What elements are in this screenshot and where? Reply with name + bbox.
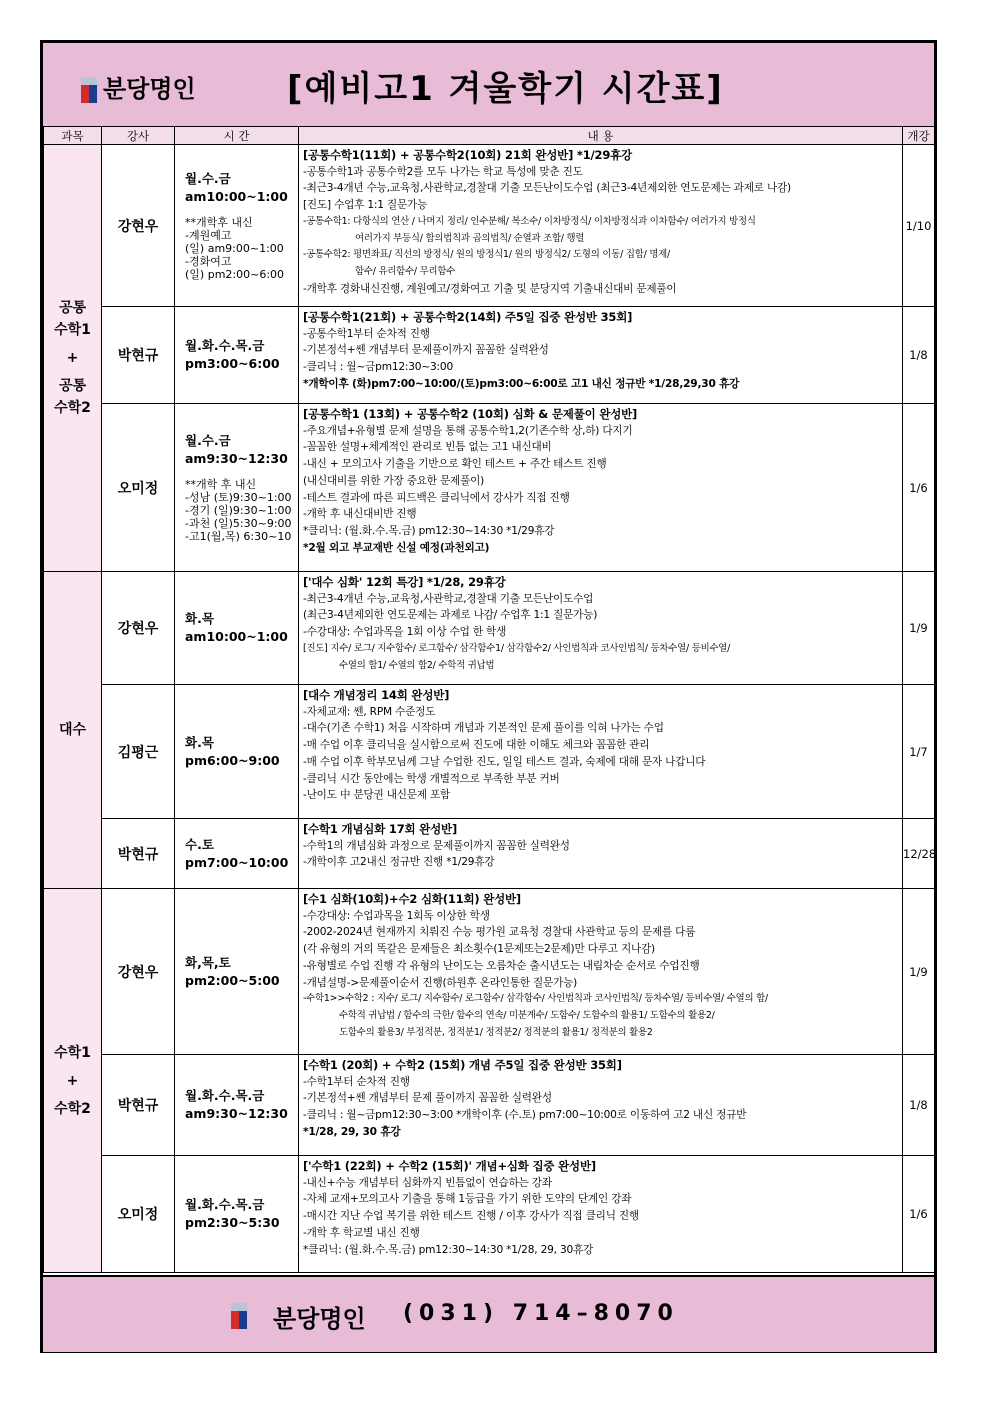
time-note: -계원예고 <box>185 229 232 242</box>
content-cell <box>299 1156 903 1273</box>
teacher-cell: 박현규 <box>102 1055 175 1156</box>
time-line: pm3:00~6:00 <box>185 356 280 371</box>
content-line: -매 수업 이후 클리닉을 실시함으로써 진도에 대한 이해도 체크와 꼼꼼한 관리 <box>303 739 650 752</box>
content-line: [공통수학1 (13회) + 공통수학2 (10회) 심화 & 문제풀이 완성반] <box>303 407 638 421</box>
academy-logo-icon <box>81 77 97 103</box>
content-line: -개학이후 고2내신 정규반 진행 *1/29휴강 <box>303 856 495 869</box>
content-line: -공통수학2: 평면좌표/ 직선의 방정식/ 원의 방정식1/ 원의 방정식2/ 도형의 이동/ 집합/ 명제/ <box>303 249 670 261</box>
subject-label: + <box>66 350 79 366</box>
content-line: -수학1의 개념심화 과정으로 문제풀이까지 꼼꼼한 실력완성 <box>303 839 570 852</box>
content-line: -공통수학1: 다항식의 연산 / 나머지 정리/ 인수분해/ 복소수/ 이차방정식/ 이차방정식과 이차함수/ 여러가지 방정식 <box>303 215 756 227</box>
subject-label: 공통 <box>58 300 87 316</box>
time-line: am9:30~12:30 <box>185 451 288 466</box>
time-note: (일) am9:00~1:00 <box>185 242 284 255</box>
time-note: -경화여고 <box>185 255 232 268</box>
content-line: ['수학1 (22회) + 수학2 (15회)' 개념+심화 집중 완성반] <box>303 1159 596 1173</box>
time-cell <box>175 404 299 572</box>
time-line: pm2:30~5:30 <box>185 1215 280 1230</box>
content-line: [진도] 지수/ 로그/ 지수함수/ 로그함수/ 삼각함수1/ 삼각함수2/ 사인법칙과 코사인법칙/ 등차수열/ 등비수열/ <box>303 642 731 654</box>
content-line: 함수/ 유리함수/ 무리함수 <box>355 265 456 277</box>
time-line: 화.목 <box>185 611 214 626</box>
content-line: -난이도 中 분당권 내신문제 포함 <box>303 789 451 802</box>
content-line: [진도] 수업후 1:1 질문가능 <box>303 199 428 212</box>
content-line: [수학1 (20회) + 수학2 (15회) 개념 주5일 집중 완성반 35회] <box>303 1058 622 1072</box>
start-date-cell: 1/6 <box>903 404 935 572</box>
content-line: -자체교재: 쎈, RPM 수준정도 <box>303 705 436 718</box>
time-line: 월.수.금 <box>185 171 231 186</box>
time-note: -성남 (토)9:30~1:00 <box>185 491 292 504</box>
time-note: **개학 후 내신 <box>185 478 257 491</box>
time-cell <box>175 1156 299 1273</box>
content-line: [수1 심화(10회)+수2 심화(11회) 완성반] <box>303 892 521 906</box>
content-line: -최근3-4개년 수능,교육청,사관학교,경찰대 기출 모든난이도수업 <box>303 592 594 605</box>
subject-label: 수학2 <box>54 1100 91 1117</box>
col-header-time: 시 간 <box>175 127 299 145</box>
content-line: [공통수학1(11회) + 공통수학2(10회) 21회 완성반] *1/29휴강 <box>303 148 632 162</box>
content-line: -개학 후 학교별 내신 진행 <box>303 1226 420 1239</box>
content-line: *1/28, 29, 30 휴강 <box>303 1125 401 1138</box>
content-line: -유형별로 수업 진행 각 유형의 난이도는 오름차순 출시년도는 내림차순 순서로 수업진행 <box>303 959 700 972</box>
teacher-cell: 강현우 <box>102 572 175 685</box>
start-date-cell: 1/9 <box>903 889 935 1055</box>
content-line: -수강대상: 수업과목을 1회독 이상한 학생 <box>303 909 490 922</box>
time-line: am9:30~12:30 <box>185 1106 288 1121</box>
footer-phone: (031) 714–8070 <box>403 1301 679 1326</box>
col-header-start: 개강 <box>903 127 935 145</box>
content-line: -개학 후 내신대비반 진행 <box>303 508 417 521</box>
content-line: -수강대상: 수업과목을 1회 이상 수업 한 학생 <box>303 626 507 639</box>
teacher-cell: 오미정 <box>102 1156 175 1273</box>
time-line: 화,목,토 <box>185 954 231 970</box>
content-line: -내신 + 모의고사 기출을 기반으로 확인 테스트 + 주간 테스트 진행 <box>303 458 607 471</box>
time-line: 월.화.수.목.금 <box>185 1088 265 1103</box>
start-date-cell: 1/9 <box>903 572 935 685</box>
time-line: 수.토 <box>185 836 214 852</box>
content-line: 수학적 귀납법 / 함수의 극한/ 함수의 연속/ 미분계수/ 도함수/ 도함수의 활용1/ 도함수의 활용2/ <box>339 1009 715 1021</box>
table-row <box>44 307 935 404</box>
start-date-cell: 12/28 <box>903 819 935 889</box>
content-line: -클리닉 시간 동안에는 학생 개별적으로 부족한 부분 커버 <box>303 772 560 785</box>
subject-label: 공통 <box>58 378 87 394</box>
content-line: *클리닉: (월.화.수.목.금) pm12:30~14:30 *1/28, 29, 30휴강 <box>303 1243 594 1256</box>
content-cell <box>299 1055 903 1156</box>
teacher-cell: 오미정 <box>102 404 175 572</box>
subject-cell <box>44 889 102 1273</box>
table-row <box>44 1055 935 1156</box>
time-cell <box>175 307 299 404</box>
table-row <box>44 685 935 819</box>
content-line: -수학1부터 순차적 진행 <box>303 1075 410 1088</box>
content-line: -개학후 경화내신진행, 계원예고/경화여고 기출 및 분당지역 기출내신대비 문제풀이 <box>303 282 677 295</box>
table-row <box>44 1156 935 1273</box>
content-cell <box>299 685 903 819</box>
content-line: -대수(기존 수학1) 처음 시작하며 개념과 기본적인 문제 풀이를 익혀 나가는 수업 <box>303 722 664 735</box>
content-line: -꼼꼼한 설명+체계적인 관리로 빈틈 없는 고1 내신대비 <box>303 441 552 454</box>
timetable-sheet <box>40 40 937 1353</box>
time-cell <box>175 1055 299 1156</box>
content-line: [대수 개념정리 14회 완성반] <box>303 688 450 702</box>
content-cell <box>299 145 903 307</box>
page-footer <box>43 1275 934 1352</box>
teacher-cell: 강현우 <box>102 145 175 307</box>
time-cell <box>175 889 299 1055</box>
table-row <box>44 819 935 889</box>
teacher-cell: 김평근 <box>102 685 175 819</box>
content-line: -주요개념+유형별 문제 설명을 통해 공통수학1,2(기존수학 상,하) 다지기 <box>303 424 633 437</box>
content-line: -공통수학1부터 순차적 진행 <box>303 327 430 340</box>
content-line: 도함수의 활용3/ 부정적분, 정적분1/ 정적분2/ 정적분의 활용1/ 정적분의 활용2 <box>339 1026 653 1038</box>
content-line: 여러가지 부등식/ 합의법칙과 곱의법칙/ 순열과 조합/ 행렬 <box>355 232 585 244</box>
page-title: [예비고1 겨울학기 시간표] <box>287 69 724 109</box>
start-date-cell: 1/10 <box>903 145 935 307</box>
start-date-cell: 1/7 <box>903 685 935 819</box>
footer-brand: 분당명인 <box>273 1305 366 1333</box>
time-cell <box>175 819 299 889</box>
start-date-cell: 1/8 <box>903 307 935 404</box>
content-line: -내신+수능 개념부터 심화까지 빈틈없이 연습하는 강좌 <box>303 1176 552 1189</box>
subject-label: + <box>66 1072 79 1089</box>
table-header-row <box>44 127 935 145</box>
content-line: -공통수학1과 공통수학2를 모두 나가는 학교 특성에 맞춘 진도 <box>303 165 583 178</box>
time-cell <box>175 145 299 307</box>
subject-cell <box>44 145 102 572</box>
content-cell <box>299 889 903 1055</box>
content-line: -클리닉 : 월~금pm12:30~3:00 *개학이후 (수.토) pm7:00~10:00로 이동하여 고2 내신 정규반 <box>303 1109 747 1122</box>
time-line: pm2:00~5:00 <box>185 972 280 988</box>
content-line: 수열의 합1/ 수열의 합2/ 수학적 귀납법 <box>339 659 495 671</box>
content-line: -수학1>>수학2 : 지수/ 로그/ 지수함수/ 로그함수/ 삼각함수/ 사인법칙과 코사인법칙/ 등차수열/ 등비수열/ 수열의 합/ <box>303 993 768 1005</box>
col-header-subject: 과목 <box>44 127 102 145</box>
content-line: [수학1 개념심화 17회 완성반] <box>303 822 458 836</box>
col-header-content: 내 용 <box>299 127 903 145</box>
content-line: -2002-2024년 현재까지 치뤄진 수능 평가원 교육청 경찰대 사관학교 등의 문제를 다룸 <box>303 926 696 939</box>
subject-label: 수학2 <box>54 400 91 416</box>
teacher-cell: 강현우 <box>102 889 175 1055</box>
subject-cell <box>44 572 102 889</box>
table-row <box>44 145 935 307</box>
content-line: -테스트 결과에 따른 피드백은 클리닉에서 강사가 직접 진행 <box>303 491 570 504</box>
content-line: *개학이후 (화)pm7:00~10:00/(토)pm3:00~6:00로 고1 내신 정규반 *1/28,29,30 휴강 <box>303 377 740 390</box>
time-line: am10:00~1:00 <box>185 629 288 644</box>
time-line: pm7:00~10:00 <box>185 854 289 870</box>
content-cell <box>299 819 903 889</box>
subject-label: 대수 <box>58 722 87 738</box>
content-line: -클리닉 : 월~금pm12:30~3:00 <box>303 361 454 374</box>
time-note: (일) pm2:00~6:00 <box>185 268 285 281</box>
content-cell <box>299 307 903 404</box>
content-line: -개념설명->문제풀이순서 진행(하원후 온라인통한 질문가능) <box>303 976 578 989</box>
teacher-cell: 박현규 <box>102 307 175 404</box>
col-header-teacher: 강사 <box>102 127 175 145</box>
table-row <box>44 404 935 572</box>
table-row <box>44 572 935 685</box>
time-note: -과천 (일)5:30~9:00 <box>185 517 292 530</box>
content-line: (각 유형의 거의 똑같은 문제들은 최소횟수(1문제또는2문제)만 다루고 지나감) <box>303 943 655 956</box>
time-line: 월.화.수.목.금 <box>185 338 265 353</box>
time-line: pm6:00~9:00 <box>185 752 280 768</box>
time-note: -고1(월,목) 6:30~10 <box>185 530 292 543</box>
time-note: **개학후 내신 <box>185 216 253 229</box>
time-note: -경기 (일)9:30~1:00 <box>185 504 292 517</box>
content-line: -매시간 지난 수업 복기를 위한 테스트 진행 / 이후 강사가 직접 클리닉 진행 <box>303 1210 639 1223</box>
content-line: ['대수 심화' 12회 특강] *1/28, 29휴강 <box>303 575 506 589</box>
content-line: *클리닉: (월.화.수.목.금) pm12:30~14:30 *1/29휴강 <box>303 524 555 537</box>
time-line: am10:00~1:00 <box>185 189 288 204</box>
schedule-table <box>43 126 935 1273</box>
table-row <box>44 889 935 1055</box>
content-line: [공통수학1(21회) + 공통수학2(14회) 주5일 집중 완성반 35회] <box>303 310 633 324</box>
time-cell <box>175 685 299 819</box>
content-line: -자체 교재+모의고사 기출을 통해 1등급을 가기 위한 도약의 단계인 강좌 <box>303 1193 632 1206</box>
academy-logo-icon <box>231 1303 247 1329</box>
content-cell <box>299 404 903 572</box>
content-line: -기본정석+쎈 개념부터 문제 풀이까지 꼼꼼한 실력완성 <box>303 1092 552 1105</box>
content-line: (내신대비를 위한 가장 중요한 문제풀이) <box>303 474 485 487</box>
content-line: -최근3-4개년 수능,교육청,사관학교,경찰대 기출 모든난이도수업 (최근3-4년제외한 연도문제는 과제로 나감) <box>303 182 791 195</box>
content-cell <box>299 572 903 685</box>
content-line: -매 수업 이후 학부모님께 그날 수업한 진도, 일일 테스트 결과, 숙제에 대해 문자 나갑니다 <box>303 755 706 768</box>
page-header <box>43 43 934 128</box>
subject-label: 수학1 <box>54 1044 91 1061</box>
teacher-cell: 박현규 <box>102 819 175 889</box>
start-date-cell: 1/8 <box>903 1055 935 1156</box>
content-line: (최근3-4년제외한 연도문제는 과제로 나감/ 수업후 1:1 질문가능) <box>303 609 598 622</box>
start-date-cell: 1/6 <box>903 1156 935 1273</box>
time-cell <box>175 572 299 685</box>
brand-name: 분당명인 <box>103 75 196 103</box>
time-line: 화.목 <box>185 734 214 750</box>
time-line: 월.수.금 <box>185 433 231 448</box>
subject-label: 수학1 <box>54 322 91 338</box>
content-line: -기본정석+쎈 개념부터 문제풀이까지 꼼꼼한 실력완성 <box>303 344 549 357</box>
time-line: 월.화.수.목.금 <box>185 1197 265 1212</box>
content-line: *2월 외고 부교재반 신설 예정(과천외고) <box>303 541 490 554</box>
